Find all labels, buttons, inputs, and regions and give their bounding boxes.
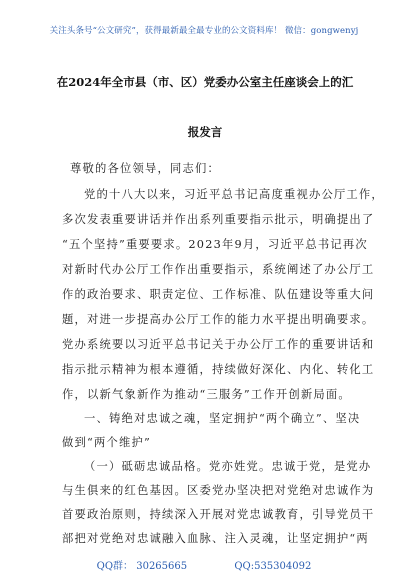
section-heading: 一、铸绝对忠诚之魂，坚定拥护“两个确立”、坚决	[84, 412, 361, 425]
promo-banner: 关注头条号“公文研究”，获得最新最全最专业的公文资料库！ 微信：gongwenyj	[49, 26, 359, 36]
body-line: 与生俱来的红色基因。区委党办坚决把对党绝对忠诚作为	[62, 484, 375, 497]
body-line: 多次发表重要讲话并作出系列重要指示批示，明确提出了	[62, 213, 375, 226]
footer-qq-group: QQ群： 30265665	[96, 561, 188, 572]
body-line: 指示批示精神为根本遵循，持续做好深化、内化、转化工	[62, 363, 375, 376]
body-line: 题，对进一步提高办公厅工作的能力水平提出明确要求。	[62, 313, 375, 326]
body-line: “五个坚持”重要要求。2023年9月，习近平总书记再次	[62, 238, 368, 251]
footer-contact	[0, 557, 408, 572]
body-line: 对新时代办公厅工作作出重要指示，系统阐述了办公厅工	[62, 263, 375, 276]
document-title-line-1: 在2024年全市县（市、区）党委办公室主任座谈会上的汇	[56, 75, 354, 89]
document-title-line-2: 报发言	[187, 125, 223, 139]
body-line: 党办系统要以习近平总书记关于办公厅工作的重要讲话和	[62, 338, 375, 351]
body-line: 尊敬的各位领导，同志们：	[70, 162, 220, 175]
footer-qq-number: QQ:535304092	[234, 561, 312, 572]
section-heading: 做到“两个维护”	[62, 436, 151, 449]
body-line: 作，以新气象新作为推动“三服务”工作开创新局面。	[62, 388, 351, 401]
body-line: （一）砥砺忠诚品格。党亦姓党。忠诚于党，是党办	[84, 460, 372, 473]
body-line: 作的政治要求、职责定位、工作标准、队伍建设等重大问	[62, 288, 375, 301]
body-line: 党的十八大以来，习近平总书记高度重视办公厅工作，	[84, 188, 384, 201]
body-line: 部把对党绝对忠诚融入血脉、注入灵魂，让坚定拥护“两	[62, 532, 369, 545]
body-line: 首要政治原则，持续深入开展对党忠诚教育，引导党员干	[62, 508, 375, 521]
